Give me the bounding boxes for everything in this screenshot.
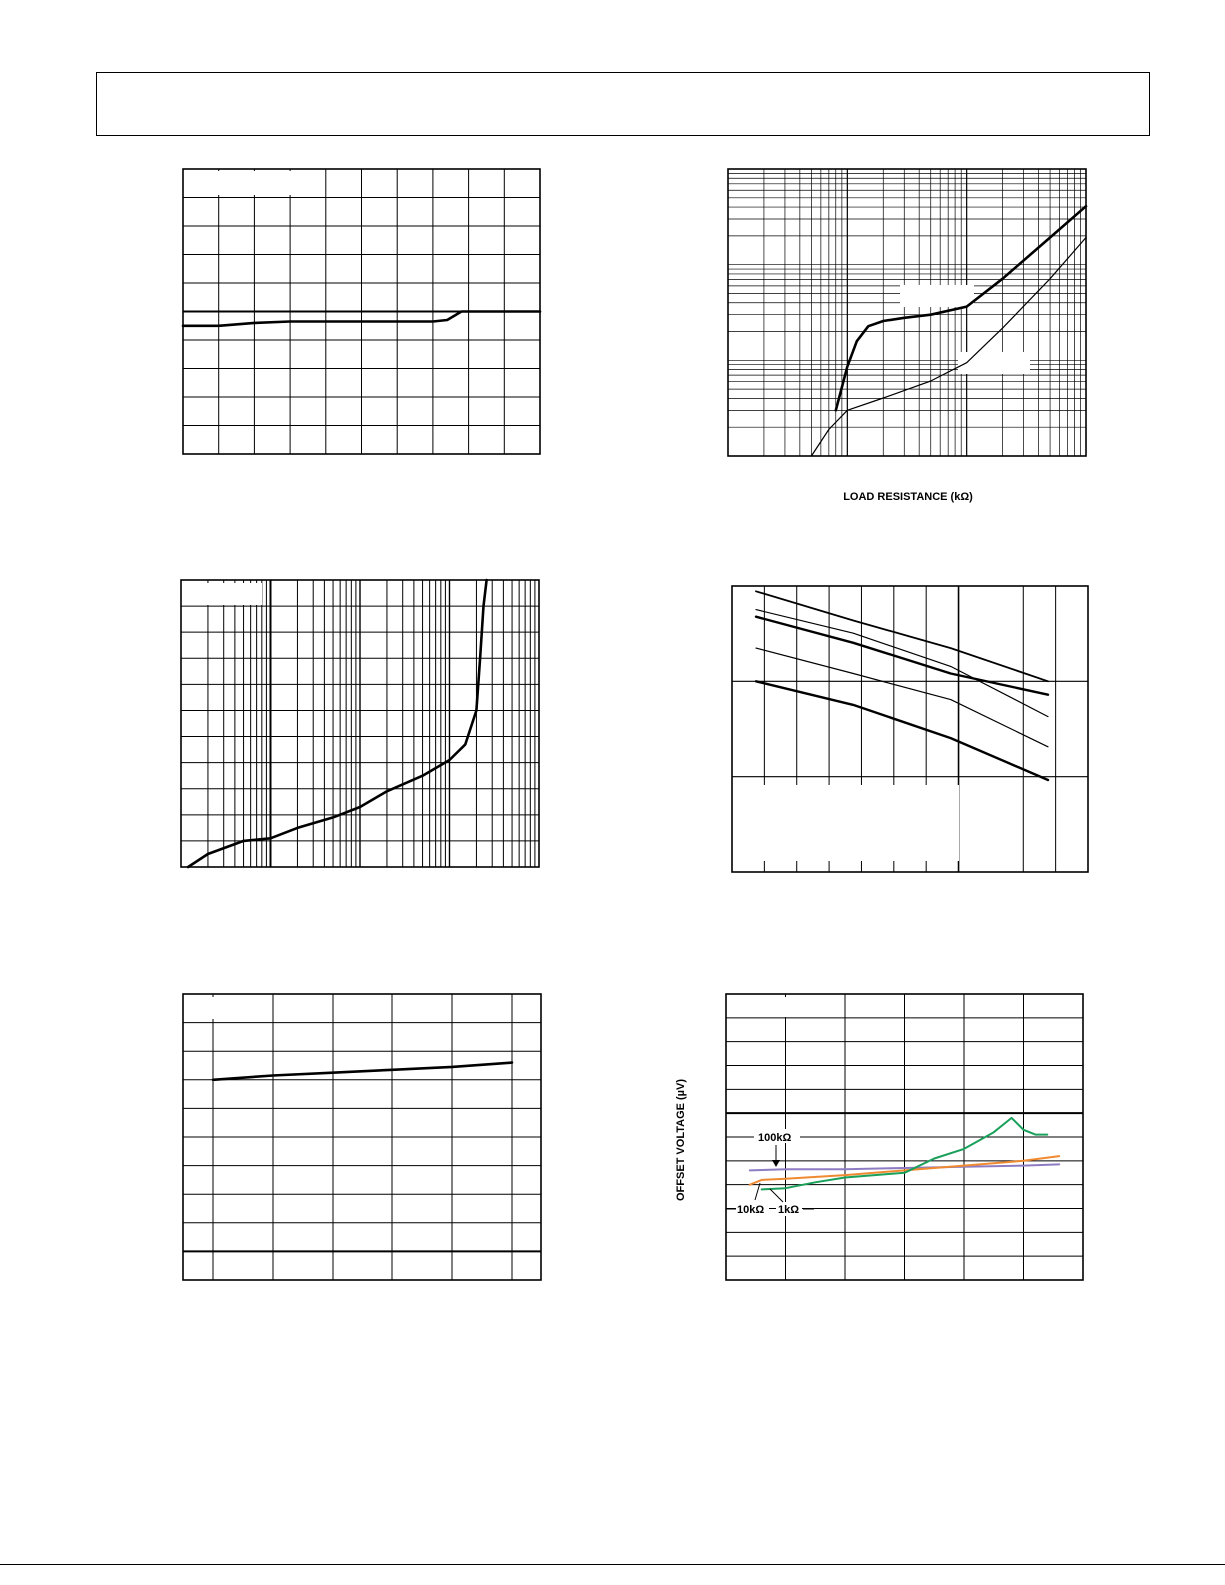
chart-bottom-right <box>726 994 1083 1280</box>
br-annot-10k-arrow <box>755 1183 760 1200</box>
br-annot-1k-arrow <box>770 1189 783 1202</box>
chart-middle-left <box>181 580 539 867</box>
ml-series-curve <box>188 580 487 867</box>
tr-label-mask-2 <box>958 352 1030 374</box>
br-annotation-10k: 10kΩ <box>737 1204 765 1216</box>
tl-legend-mask <box>186 171 294 195</box>
chart-top-left <box>183 169 540 454</box>
br-annot-100k-arrowhead <box>772 1160 780 1167</box>
mr-series-2 <box>756 610 1048 717</box>
mr-legend-mask <box>737 785 959 861</box>
mr-series-4 <box>756 648 1048 747</box>
br-annotation-100k: 100kΩ <box>758 1132 792 1144</box>
bl-series-curve <box>213 1063 512 1080</box>
tr-label-mask-1 <box>900 285 974 307</box>
bottom-right-ylabel: OFFSET VOLTAGE (µV) <box>675 1078 687 1202</box>
mr-series-5 <box>756 681 1048 780</box>
ml-legend-mask <box>184 583 262 605</box>
chart-top-right <box>728 169 1086 456</box>
tr-frame <box>728 169 1086 456</box>
chart-bottom-left <box>183 994 541 1280</box>
bl-legend-mask <box>186 997 272 1019</box>
mr-series-1 <box>756 591 1048 681</box>
footer-rule <box>0 1564 1225 1565</box>
tr-lower-curve <box>811 238 1086 457</box>
br-legend-mask <box>729 997 805 1017</box>
top-right-xlabel: LOAD RESISTANCE (kΩ) <box>843 491 973 503</box>
mr-series-3 <box>756 617 1048 695</box>
br-annotation-1k: 1kΩ <box>778 1204 800 1216</box>
chart-middle-right <box>732 586 1088 872</box>
